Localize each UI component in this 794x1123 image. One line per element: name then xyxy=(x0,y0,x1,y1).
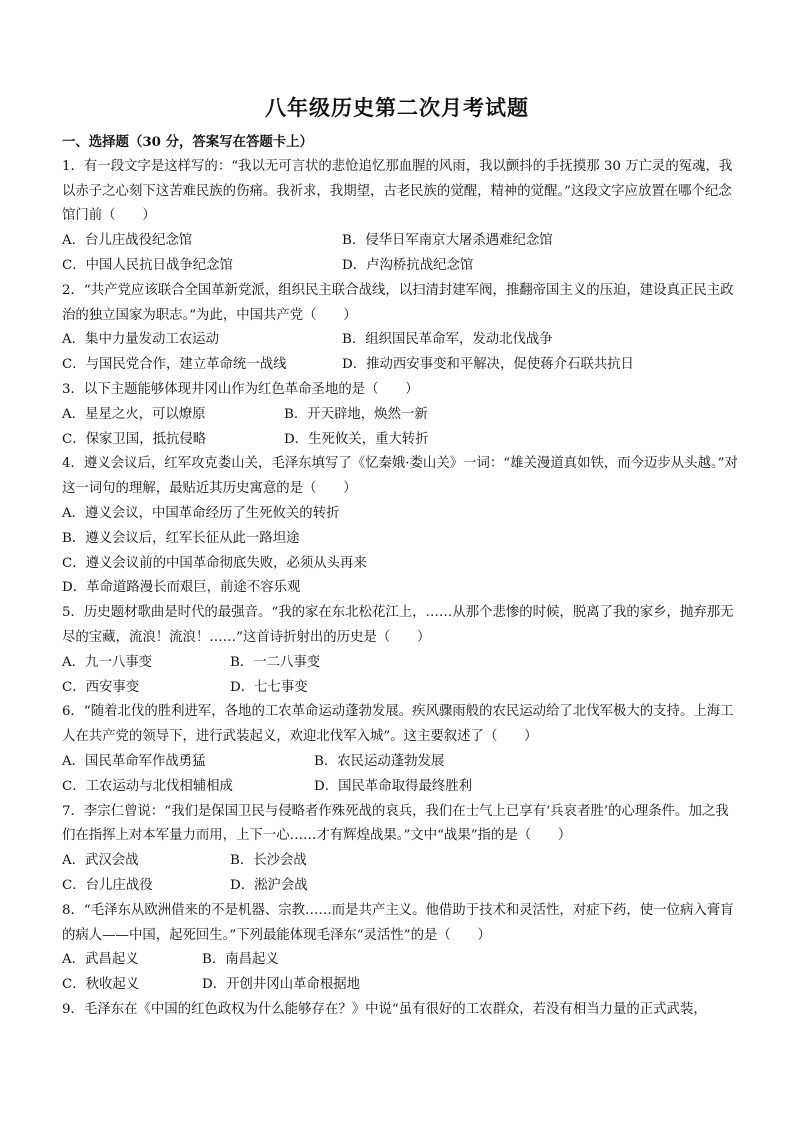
option-a: A．遵义会议，中国革命经历了生死攸关的转折 xyxy=(62,505,340,521)
options-row xyxy=(62,676,740,701)
question-3: 3．以下主题能够体现井冈山作为红色革命圣地的是（ ） xyxy=(62,381,419,397)
question-2: 2．“共产党应该联合全国革新党派，组织民主联合战线，以扫清封建军阀，推翻帝国主义的压迫，建设真正民主政治的独立国家为职志。”为此，中国共产党（ ） xyxy=(62,282,734,323)
option-a: A．武汉会战 xyxy=(62,853,139,869)
option-b: B．一二八事变 xyxy=(230,654,321,670)
option-a: A．集中力量发动工农运动 xyxy=(62,332,219,348)
option-a: A．台儿庄战役纪念馆 xyxy=(62,233,193,249)
question-7: 7．李宗仁曾说：“我们是保国卫民与侵略者作殊死战的哀兵，我们在士气上已享有‘兵哀者胜’的心理条件。加之我们在指挥上对本军量力而用，上下一心……才有辉煌战果。”文中“战果”指的是（ ） xyxy=(62,803,729,844)
option-c: C．中国人民抗日战争纪念馆 xyxy=(62,257,233,273)
option-c: C．台儿庄战役 xyxy=(62,877,153,893)
option-d: D．生死攸关，重大转折 xyxy=(284,431,429,447)
options-row xyxy=(62,973,740,998)
options-row xyxy=(62,229,740,254)
question-9: 9．毛泽东在《中国的红色政权为什么能够存在？》中说“虽有很好的工农群众，若没有相当力量的正式武装， xyxy=(62,1001,707,1017)
option-b: B．南昌起义 xyxy=(202,952,279,968)
options-row xyxy=(62,353,740,378)
section-heading: 一、选择题（30 分，答案写在答题卡上） xyxy=(62,134,313,150)
option-c: C．保家卫国，抵抗侵略 xyxy=(62,431,207,447)
exam-content xyxy=(62,130,740,1023)
option-d: D．七七事变 xyxy=(230,679,308,695)
option-b: B．遵义会议后，红军长征从此一路坦途 xyxy=(62,530,300,546)
option-c: C．西安事变 xyxy=(62,679,140,695)
option-a: A．九一八事变 xyxy=(62,654,153,670)
question-5: 5．历史题材歌曲是时代的最强音。“我的家在东北松花江上，……从那个悲惨的时候，脱离了我的家乡，抛弃那无尽的宝藏，流浪！流浪！……”这首诗折射出的历史是（ ） xyxy=(62,605,734,645)
option-d: D．推动西安事变和平解决，促使蒋介石联共抗日 xyxy=(342,357,634,373)
options-row xyxy=(62,750,740,775)
option-a: A．国民革命军作战勇猛 xyxy=(62,753,206,769)
option-b: B．农民运动蓬勃发展 xyxy=(314,753,445,769)
question-8: 8．“毛泽东从欧洲借来的不是机器、宗教……而是共产主义。他借助于技术和灵活性，对症下药，使一位病入膏肓的病人——中国，起死回生。”下列最能体现毛泽东“灵活性”的是（ ） xyxy=(62,902,734,943)
option-d: D．革命道路漫长而艰巨，前途不容乐观 xyxy=(62,580,301,596)
option-c: C．秋收起义 xyxy=(62,977,140,993)
option-d: D．开创井冈山革命根据地 xyxy=(202,977,361,993)
options-row xyxy=(62,428,740,453)
option-d: D．国民革命取得最终胜利 xyxy=(314,778,473,794)
option-d: D．淞沪会战 xyxy=(230,877,308,893)
options-row xyxy=(62,651,740,676)
option-b: B．组织国民革命军，发动北伐战争 xyxy=(342,332,553,348)
option-c: C．与国民党合作，建立革命统一战线 xyxy=(62,357,287,373)
option-b: B．开天辟地，焕然一新 xyxy=(284,406,428,422)
option-c: C．工农运动与北伐相辅相成 xyxy=(62,778,233,794)
options-row xyxy=(62,775,740,800)
options-row xyxy=(62,403,740,428)
question-6: 6．“随着北伐的胜利进军，各地的工农革命运动蓬勃发展。疾风骤雨般的农民运动给了北伐军极大的支持。上海工人在共产党的领导下，进行武装起义，欢迎北伐军入城”。这主要叙述了（ ） xyxy=(62,704,734,745)
option-a: A．武昌起义 xyxy=(62,952,139,968)
page-title: 八年级历史第二次月考试题 xyxy=(265,95,529,120)
question-1: 1．有一段文字是这样写的：“我以无可言状的悲怆追忆那血腥的风雨，我以颤抖的手抚摸那 30 万亡灵的冤魂，我以赤子之心刻下这苦难民族的伤痛。我祈求，我期望，古老民族的觉醒，精神的觉醒。”这段文字应放置在哪个纪念馆门前（ ） xyxy=(62,158,733,224)
option-c: C．遵义会议前的中国革命彻底失败，必须从头再来 xyxy=(62,555,367,571)
options-row xyxy=(62,254,740,279)
options-row xyxy=(62,328,740,353)
option-b: B．长沙会战 xyxy=(230,853,307,869)
option-d: D．卢沟桥抗战纪念馆 xyxy=(342,257,474,273)
option-a: A．星星之火，可以燎原 xyxy=(62,406,206,422)
option-b: B．侵华日军南京大屠杀遇难纪念馆 xyxy=(342,233,553,249)
options-row xyxy=(62,874,740,899)
options-row xyxy=(62,948,740,973)
question-4: 4．遵义会议后，红军攻克娄山关，毛泽东填写了《忆秦娥·娄山关》一词：“雄关漫道真如铁，而今迈步从头越。”对这一词句的理解，最贴近其历史寓意的是（ ） xyxy=(62,456,738,497)
options-row xyxy=(62,849,740,874)
